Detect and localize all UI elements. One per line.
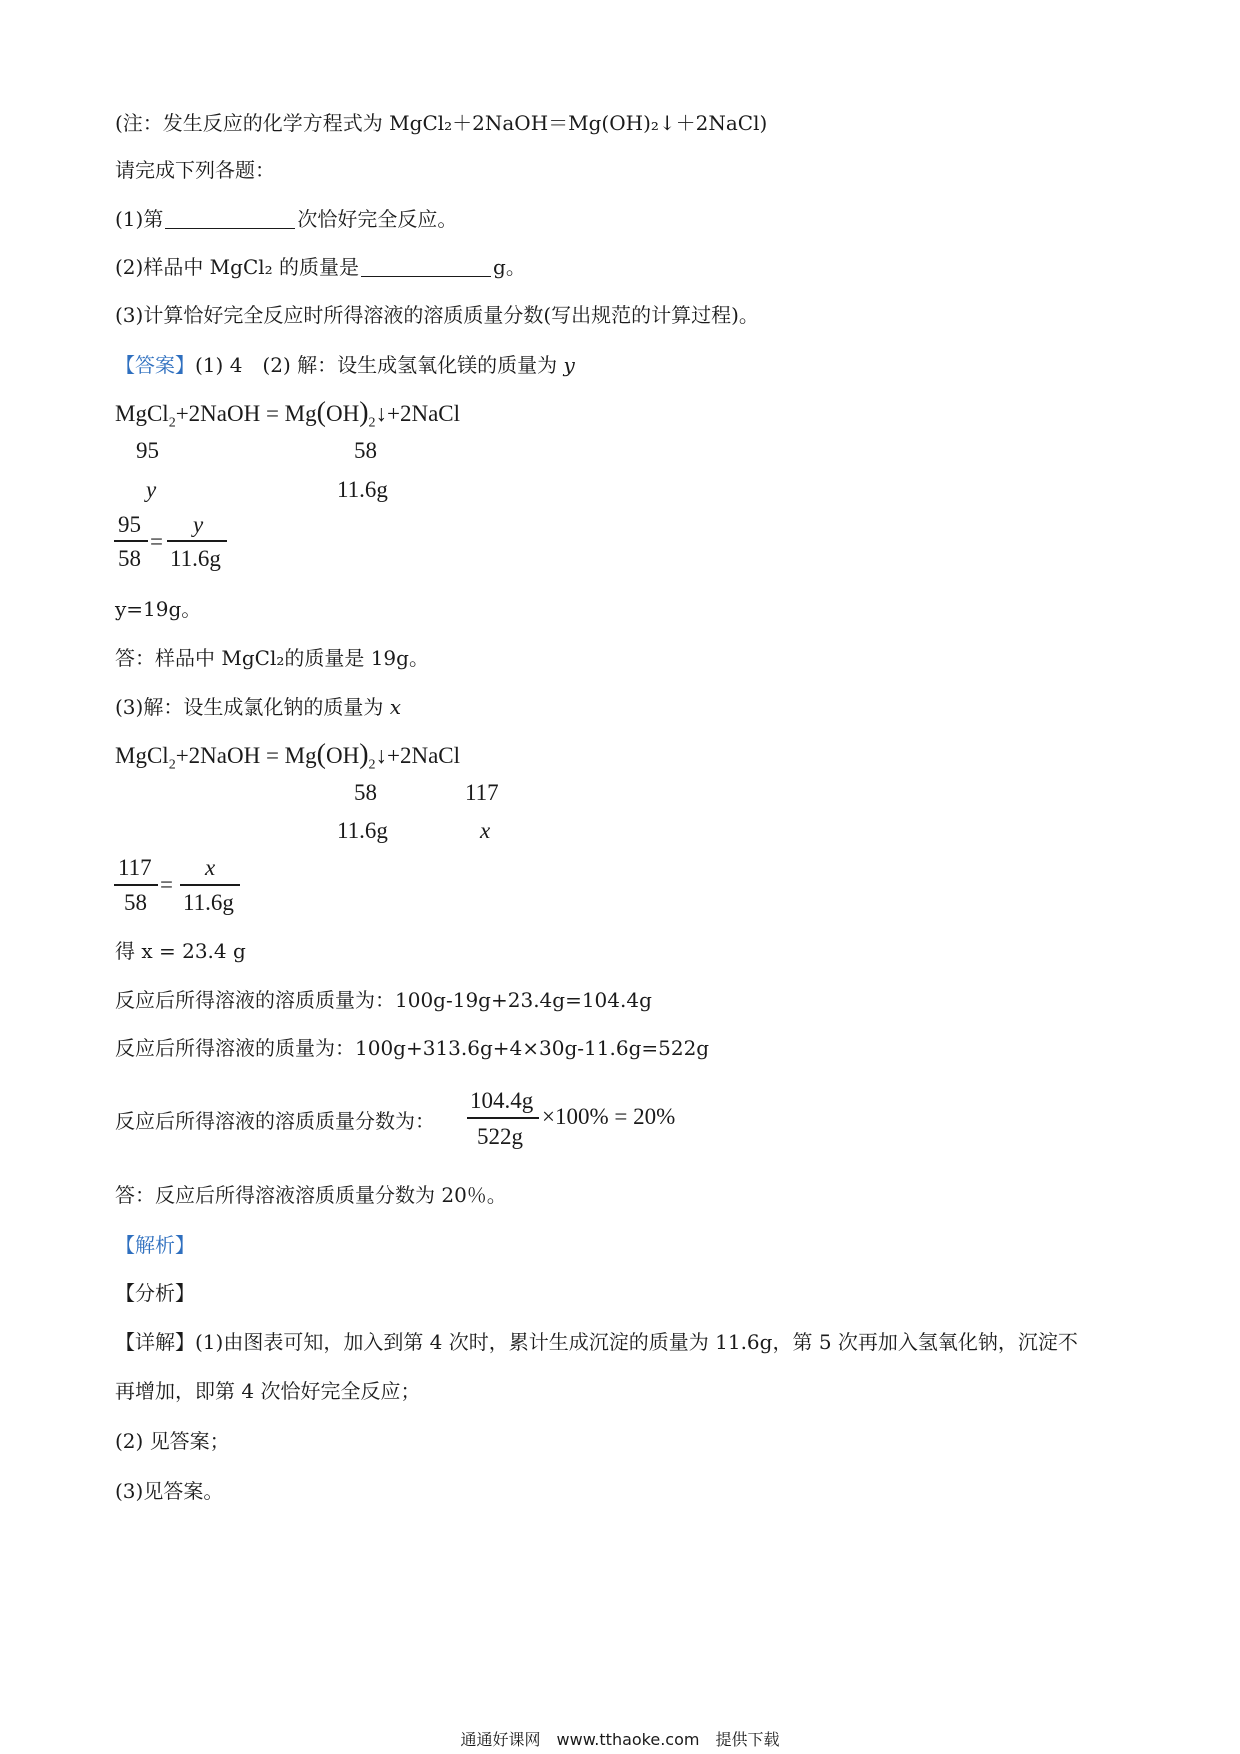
fraction-numerator: 95 xyxy=(118,512,141,537)
fraction-denominator: 11.6g xyxy=(170,546,221,571)
answer-blank xyxy=(165,208,295,229)
final-answer: 答：反应后所得溶液溶质质量分数为 20％。 xyxy=(115,1183,507,1207)
molar-mass-mgcl2: 95 xyxy=(136,438,159,463)
eq-paren: ) xyxy=(359,397,369,428)
detail-2: (2) 见答案； xyxy=(115,1429,230,1453)
eq-term: ↓+2NaCl xyxy=(375,743,461,768)
eq-sub: 2 xyxy=(368,757,376,773)
analysis-tag: 【解析】 xyxy=(115,1233,195,1257)
molar-mass-mgoh2: 58 xyxy=(354,438,377,463)
eq-sub: 2 xyxy=(168,415,176,431)
fraction-bar xyxy=(467,1117,539,1119)
mass-fraction-label: 反应后所得溶液的溶质质量分数为： xyxy=(115,1109,435,1133)
fenxi-tag: 【分析】 xyxy=(115,1281,195,1305)
answer-text: (1) 4 (2) 解：设生成氢氧化镁的质量为 xyxy=(195,353,564,377)
eq-sub: 2 xyxy=(168,757,176,773)
answer-tag: 【答案】 xyxy=(115,353,195,377)
fraction-denominator: 58 xyxy=(124,890,147,915)
question-3: (3)计算恰好完全反应时所得溶液的溶质质量分数(写出规范的计算过程)。 xyxy=(115,303,759,327)
question-2-suffix: g。 xyxy=(493,255,526,279)
answer-line xyxy=(115,352,575,378)
eq-term: MgCl xyxy=(115,743,169,768)
question-2-prefix: (2)样品中 MgCl₂ 的质量是 xyxy=(115,255,360,279)
question-1-suffix: 次恰好完全反应。 xyxy=(297,207,458,231)
detail-line-2: 再增加，即第 4 次恰好完全反应； xyxy=(115,1379,421,1403)
fraction-denominator: 11.6g xyxy=(183,890,234,915)
page-footer: 通通好课网 www.tthaoke.com 提供下载 xyxy=(460,1730,780,1749)
unknown-x: x xyxy=(480,818,491,843)
eq-paren: ) xyxy=(359,739,369,770)
fraction-bar xyxy=(180,884,240,886)
chemical-equation-2 xyxy=(115,739,461,779)
answer-blank xyxy=(361,256,491,277)
equals-sign: = xyxy=(160,872,173,897)
question-1 xyxy=(115,206,457,232)
eq-paren: ( xyxy=(316,739,326,770)
answer-variable: y xyxy=(563,353,575,377)
eq-term: +2NaOH = Mg xyxy=(175,401,317,426)
result-x: 得 x = 23.4 g xyxy=(115,939,246,963)
result-y: y=19g。 xyxy=(115,597,202,621)
fraction-numerator: 104.4g xyxy=(470,1088,534,1113)
eq-term: OH xyxy=(325,401,360,426)
step-3-intro xyxy=(115,694,401,720)
fraction-bar xyxy=(114,540,148,542)
detail-tag: 【详解】 xyxy=(115,1330,195,1354)
fraction-denominator: 58 xyxy=(118,546,141,571)
fraction-numerator: 117 xyxy=(118,855,152,880)
step-3-text: (3)解：设生成氯化钠的质量为 xyxy=(115,695,390,719)
eq-term: ↓+2NaCl xyxy=(375,401,461,426)
eq-term: MgCl xyxy=(115,401,169,426)
known-mass: 11.6g xyxy=(337,818,388,843)
detail-line-1 xyxy=(115,1329,1078,1355)
solution-mass: 反应后所得溶液的质量为：100g+313.6g+4×30g-11.6g=522g xyxy=(115,1036,710,1060)
equals-sign: = xyxy=(150,529,163,554)
molar-mass-mgoh2: 58 xyxy=(354,780,377,805)
eq-paren: ( xyxy=(316,397,326,428)
solute-mass: 反应后所得溶液的溶质质量为：100g-19g+23.4g=104.4g xyxy=(115,988,652,1012)
detail-3: (3)见答案。 xyxy=(115,1479,224,1503)
fraction-denominator: 522g xyxy=(477,1124,523,1149)
fraction-bar xyxy=(167,540,227,542)
question-2 xyxy=(115,254,526,280)
eq-term: OH xyxy=(325,743,360,768)
molar-mass-nacl: 117 xyxy=(465,780,499,805)
known-mass: 11.6g xyxy=(337,477,388,502)
instruction: 请完成下列各题： xyxy=(115,158,275,182)
fraction-numerator: y xyxy=(193,512,204,537)
step-3-variable: x xyxy=(389,695,401,719)
fraction-numerator: x xyxy=(205,855,216,880)
answer-statement-2: 答：样品中 MgCl₂的质量是 19g。 xyxy=(115,646,429,670)
eq-sub: 2 xyxy=(368,415,376,431)
eq-term: +2NaOH = Mg xyxy=(175,743,317,768)
percent-result: ×100% = 20% xyxy=(542,1104,676,1129)
question-1-prefix: (1)第 xyxy=(115,207,164,231)
reaction-note: (注：发生反应的化学方程式为 MgCl₂＋2NaOH＝Mg(OH)₂↓＋2NaCl) xyxy=(115,111,768,135)
chemical-equation-1 xyxy=(115,397,461,437)
unknown-y: y xyxy=(146,477,157,502)
fraction-bar xyxy=(114,884,158,886)
detail-text: (1)由图表可知，加入到第 4 次时，累计生成沉淀的质量为 11.6g，第 5 次再加入氢氧化钠，沉淀不 xyxy=(195,1330,1078,1354)
